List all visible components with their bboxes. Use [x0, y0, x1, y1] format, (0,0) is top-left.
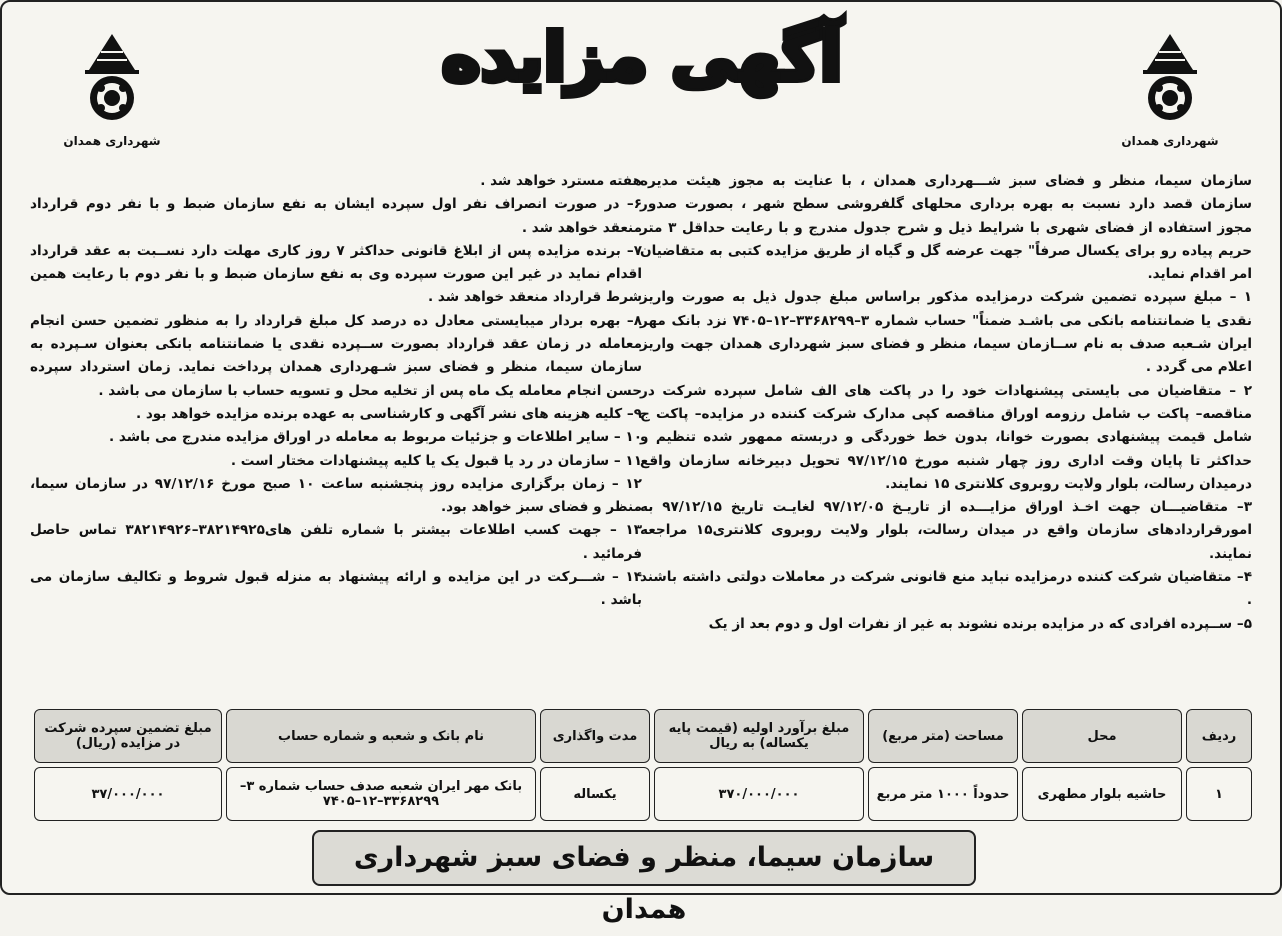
cell-area: حدوداً ۱۰۰۰ متر مربع — [868, 767, 1018, 821]
auction-table — [30, 705, 1256, 825]
col-header-location: محل — [1022, 709, 1182, 763]
term-item: ۱۲ – زمان برگزاری مزایده روز پنجشنبه ساعت ۱۰ صبح مورخ ۹۷/۱۲/۱۶ در سازمان سیما، منظر و فضای سبز خواهد بود. — [30, 475, 642, 516]
intro-paragraph: سازمان سیما، منظر و فضای سبز شـــهرداری همدان ، با عنایت به مجوز هیئت مدیره سازمان قصد دارد نسبت به بهره برداری محلهای گلفروشی سطح شهر ، بصورت صدور مجوز استفاده از فضای شهری با شرایط ذیل و شرح جدول مندرج و با رعایت حداقل ۳ متر حریم پیاده رو برای یکسال صرفاً" جهت عرضه گل و گیاه از طریق مزایده کتبی به متقاضیان امر اقدام نماید. — [640, 173, 1252, 283]
cell-bank-account: بانک مهر ایران شعبه صدف حساب شماره ۳–۳۳۶۸۲۹۹–۱۲–۷۴۰۵ — [226, 767, 536, 821]
municipality-logo-left — [57, 32, 167, 162]
logo-caption: شهرداری همدان — [1121, 134, 1219, 148]
term-item: ۱۱ – سازمان در رد یا قبول یک یا کلیه پیشنهادات مختار است . — [230, 452, 642, 469]
term-item: ۵– ســپرده افرادی که در مزایده برنده نشوند به غیر از نفرات اول و دوم بعد از یک — [708, 615, 1252, 632]
term-item: ۲ – متقاضیان می بایستی پیشنهادات خود را در پاکت های الف شامل سپرده شرکت در مناقصه– پاکت ب شامل رزومه اوراق مناقصه کپی مدارک شرکت کننده در مزایده– پاکت ج شامل قیمت پیشنهادی بصورت خوانا، بدون خط خوردگی و دربسته ممهور شده تنظیم و حداکثر تا پایان وقت اداری روز چهار شنبه مورخ ۹۷/۱۲/۱۵ تحویل دبیرخانه سازمان واقع درمیدان رسالت، بلوار ولایت روبروی کلانتری ۱۵ نمایند. — [640, 382, 1252, 492]
page-title: آگهی مزایده — [441, 19, 843, 96]
municipality-emblem-icon — [1135, 32, 1205, 132]
term-item: ۱ – مبلغ سپرده تضمین شرکت درمزایده مذکور براساس مبلغ جدول ذیل به صورت واریز نقدی یا ضمانتنامه بانکی می باشـد ضمناً" حساب شماره ۳–۳۳۶۸۲۹۹–۱۲–۷۴۰۵ نزد بانک مهر ایران شـعبه صدف به نام ســازمان سیما، منظر و فضای سبز شهرداری همدان جهت واریز اعلام می گردد . — [640, 289, 1252, 376]
municipality-emblem-icon — [77, 32, 147, 132]
col-header-area: مساحت (متر مربع) — [868, 709, 1018, 763]
term-item: ۸– بهره بردار میبایستی معادل ده درصد کل مبلغ قرارداد را به منظور تضمین حسن انجام معامله در زمان عقد قرارداد بصورت ســپرده نقدی یا ضمانتنامه بانکی بعنوان سـپرده به سازمان سیما، منظر و فضای سبز شـهرداری همدان پرداخت نماید. زمان استرداد سپرده حسن انجام معامله یک ماه پس از تخلیه محل و تسویه حساب با سازمان می باشد . — [30, 312, 642, 399]
cell-location: حاشیه بلوار مطهری — [1022, 767, 1182, 821]
terms-column-left — [30, 170, 642, 613]
col-header-row-number: ردیف — [1186, 709, 1252, 763]
col-header-bank-account: نام بانک و شعبه و شماره حساب — [226, 709, 536, 763]
term-item: ۳– متقاضیـــان جهت اخـذ اوراق مزایـــده از تاریـخ ۹۷/۱۲/۰۵ لغایـت تاریخ ۹۷/۱۲/۱۵ به امورقراردادهای سازمان واقع در میدان رسالت، بلوار ولایت روبروی کلانتری۱۵ مراجعه نمایند. — [640, 499, 1252, 562]
col-header-duration: مدت واگذاری — [540, 709, 650, 763]
logo-caption: شهرداری همدان — [63, 134, 161, 148]
footer-organization-banner: سازمان سیما، منظر و فضای سبز شهرداری همدان — [312, 830, 976, 886]
table-header-row — [34, 709, 1252, 763]
term-item: ۱۴ – شـــرکت در این مزایده و ارائه پیشنهاد به منزله قبول شروط و تکالیف سازمان می باشد . — [30, 569, 642, 609]
col-header-base-price: مبلغ برآورد اولیه (قیمت پایه یکساله) به ریال — [654, 709, 864, 763]
term-item: ۱۳ – جهت کسب اطلاعات بیشتر با شماره تلفن های۳۸۲۱۴۹۲۵–۳۸۲۱۴۹۲۶ تماس حاصل فرمائید . — [30, 522, 642, 562]
cell-base-price: ۳۷۰/۰۰۰/۰۰۰ — [654, 767, 864, 821]
term-item: ۱۰ – سایر اطلاعات و جزئیات مربوط به معامله در اوراق مزایده مندرج می باشد . — [108, 429, 642, 446]
term-item: ۹– کلیه هزینه های نشر آگهی و کارشناسی به عهده برنده مزایده خواهد بود . — [135, 405, 642, 422]
term-item: هفته مسترد خواهد شد . — [480, 173, 642, 189]
cell-duration: یکساله — [540, 767, 650, 821]
term-item: ۷– برنده مزایده پس از ابلاغ قانونی حداکثر ۷ روز کاری مهلت دارد نســبت به عقد قرارداد اقدام نماید در غیر این صورت سپرده وی به نفع سازمان ضبط و با نفر دوم با رعایت همین شرط قرارداد منعقد خواهد شد . — [30, 242, 642, 306]
term-item: ۶– در صورت انصراف نفر اول سپرده ایشان به نفع سازمان ضبط و با نفر دوم قرارداد منعقد خواهد شد . — [30, 196, 642, 236]
term-item: ۴– متقاضیان شرکت کننده درمزایده نباید منع قانونی شرکت در معاملات دولتی داشته باشند . — [640, 569, 1252, 609]
table-row — [34, 767, 1252, 821]
terms-column-right — [640, 170, 1252, 636]
municipality-logo-right — [1115, 32, 1225, 162]
cell-row-number: ۱ — [1186, 767, 1252, 821]
cell-deposit: ۳۷/۰۰۰/۰۰۰ — [34, 767, 222, 821]
col-header-deposit: مبلغ تضمین سپرده شرکت در مزایده (ریال) — [34, 709, 222, 763]
